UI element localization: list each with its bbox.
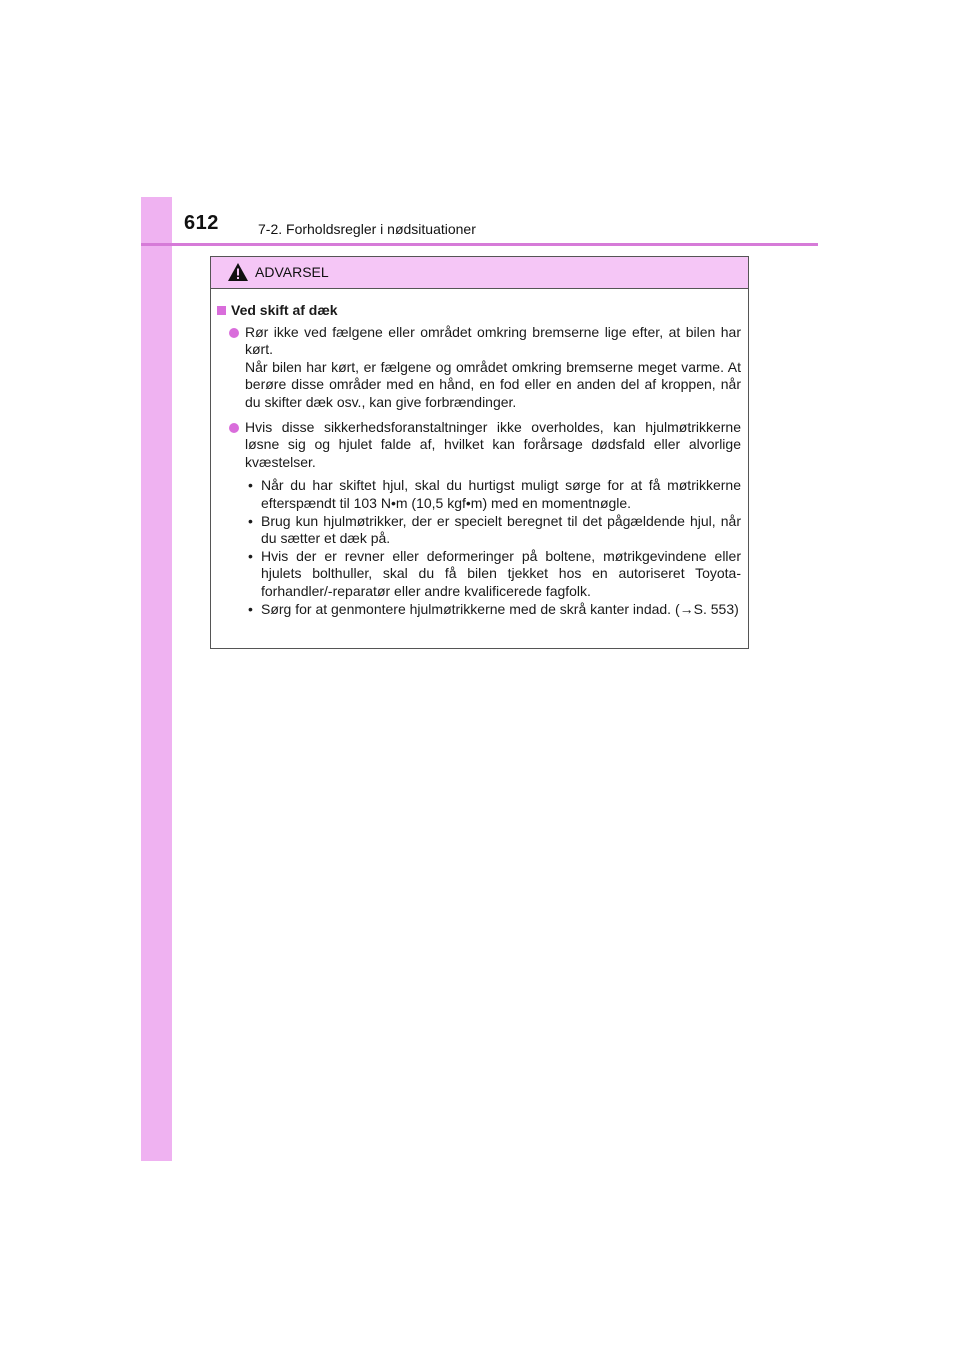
sub-list-text: Hvis der er revner eller deformeringer på boltene, møtrikgevindene eller hjulets bolthuller, skal du få bilen tjekket hos en autoriseret Toyota-forhandler/-reparatør eller andre kvalificerede fagfolk. [261, 547, 741, 599]
sub-bullet-icon: • [248, 477, 253, 494]
bullet-paragraph: Hvis disse sikkerhedsforanstaltninger ikke overholdes, kan hjulmøtrikkerne løsne sig og hjulet falde af, hvilket kan forårsage dødsfald eller alvorlige kvæstelser. [245, 418, 741, 470]
round-bullet-icon [229, 328, 239, 338]
bullet-item [217, 324, 741, 412]
sub-list-item [245, 513, 741, 548]
sub-bullet-icon: • [248, 512, 253, 529]
page-number: 612 [184, 212, 219, 234]
header-rule [141, 243, 818, 246]
sub-bullet-icon: • [248, 547, 253, 564]
sub-list-text: Brug kun hjulmøtrikker, der er specielt beregnet til det pågældende hjul, når du sætter et dæk på. [261, 512, 741, 547]
section-heading-text: Ved skift af dæk [231, 302, 338, 318]
bullet-text [245, 324, 741, 412]
square-bullet-icon [217, 306, 226, 315]
bullet-text [245, 419, 741, 472]
section-heading [217, 302, 741, 320]
header-band [141, 197, 172, 243]
warning-title: ADVARSEL [255, 264, 329, 280]
bullet-paragraph: Rør ikke ved fælgene eller området omkring bremserne lige efter, at bilen har kørt. [245, 323, 741, 358]
side-color-strip [141, 197, 172, 1161]
sub-list-item [245, 477, 741, 512]
sub-bullet-icon: • [248, 600, 253, 617]
warning-body [211, 289, 748, 618]
sub-list-text: Når du har skiftet hjul, skal du hurtigst muligt sørge for at få møtrikkerne efterspændt til 103 N•m (10,5 kgf•m) med en momentnøgle. [261, 477, 741, 511]
chapter-title: 7-2. Forholdsregler i nødsituationer [258, 221, 476, 237]
bullet-item [217, 419, 741, 472]
sub-list-text: Sørg for at genmontere hjulmøtrikkerne med de skrå kanter indad. (→S. 553) [261, 600, 739, 617]
round-bullet-icon [229, 423, 239, 433]
warning-triangle-icon [227, 262, 249, 282]
sub-list-item [245, 601, 741, 619]
sub-list [217, 477, 741, 618]
warning-header [211, 257, 748, 289]
warning-box [210, 256, 749, 649]
sub-list-item [245, 548, 741, 601]
bullet-paragraph: Når bilen har kørt, er fælgene og området omkring bremserne meget varme. At berøre disse områder med en hånd, en fod eller en anden del af kroppen, når du skifter dæk osv., kan give forbrændinger. [245, 358, 741, 410]
